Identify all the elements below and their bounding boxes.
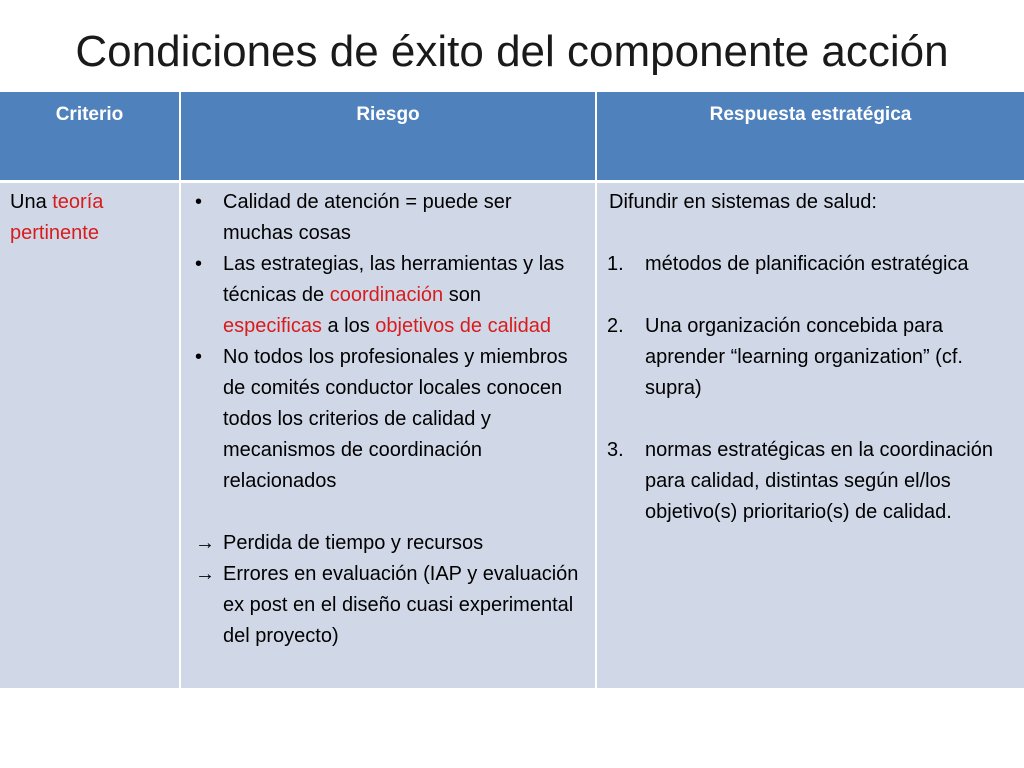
bullet-icon: • [195,191,203,213]
criterio-text: Una [10,191,53,213]
list-spacer [607,280,1014,311]
list-spacer [607,404,1014,435]
riesgo-bullet-1: Calidad de atención = puede ser muchas cosas [223,191,512,244]
list-spacer [191,497,585,528]
riesgo-cell [180,182,596,689]
criteria-table [0,92,1024,688]
criterio-highlight: teoría pertinente [10,191,104,244]
header-criterio: Criterio [0,92,180,182]
list-item [191,528,585,559]
list-item [191,187,585,249]
item-number: 1. [607,253,624,275]
riesgo-consequence-2: Errores en evaluación (IAP y evaluación ex post en el diseño cuasi experimental del proyecto) [223,563,579,647]
bullet-icon: • [195,253,203,275]
list-item [191,342,585,497]
riesgo-bullet-2: Las estrategias, las herramientas y las técnicas de coordinación son especificas a los objetivos de calidad [223,253,565,337]
list-item [607,311,1014,404]
list-item [607,249,1014,280]
item-number: 2. [607,315,624,337]
table-header-row [0,92,1024,182]
table-row [0,182,1024,689]
arrow-right-icon: → [195,563,215,585]
bullet-icon: • [195,346,203,368]
list-item [607,435,1014,528]
list-item [191,559,585,652]
item-text: normas estratégicas en la coordinación para calidad, distintas según el/los objetivo(s) prioritario(s) de calidad. [645,439,993,523]
riesgo-consequence-1: Perdida de tiempo y recursos [223,532,484,554]
list-spacer [607,218,1014,249]
item-number: 3. [607,439,624,461]
header-riesgo: Riesgo [180,92,596,182]
list-item [191,249,585,342]
criterio-cell [0,182,180,689]
riesgo-list [191,187,585,652]
respuesta-list [607,249,1014,528]
item-text: Una organización concebida para aprender “learning organization” (cf. supra) [645,315,963,399]
slide-title: Condiciones de éxito del componente acción [75,27,949,76]
respuesta-intro: Difundir en sistemas de salud: [609,191,877,213]
respuesta-cell [596,182,1024,689]
header-respuesta: Respuesta estratégica [596,92,1024,182]
arrow-right-icon: → [195,532,215,554]
riesgo-bullet-3: No todos los profesionales y miembros de comités conductor locales conocen todos los criterios de calidad y mecanismos de coordinación relacionados [223,346,568,492]
item-text: métodos de planificación estratégica [645,253,969,275]
